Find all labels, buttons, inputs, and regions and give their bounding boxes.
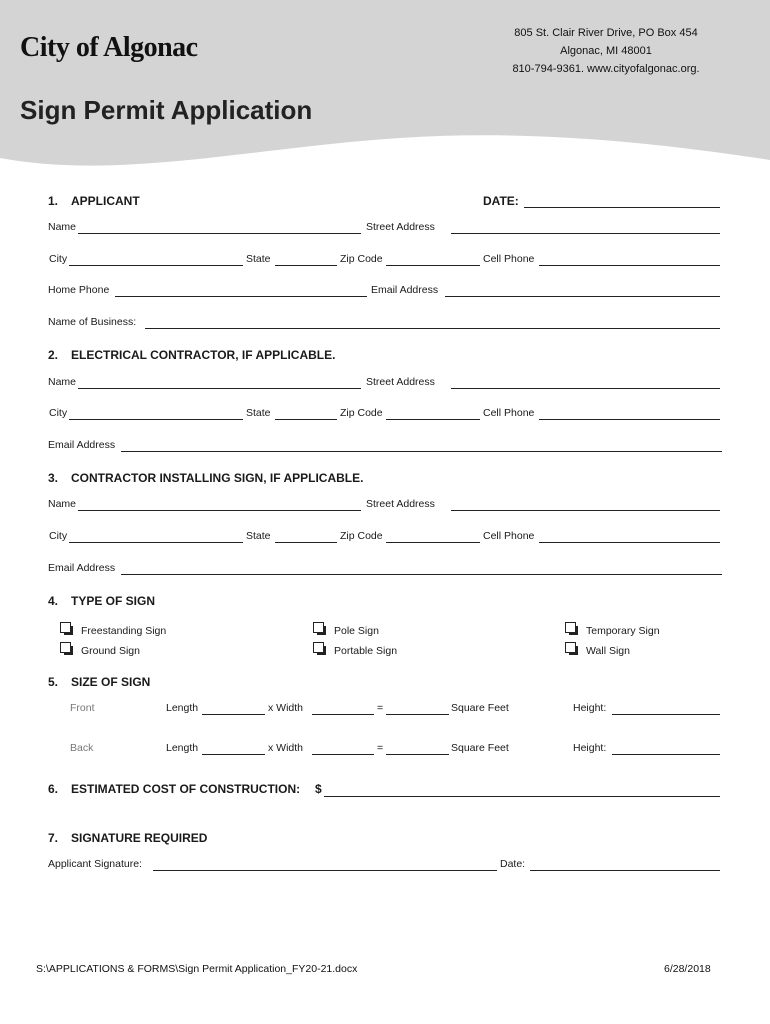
applicant-signature-field[interactable] [153, 870, 497, 871]
city-label: City [49, 407, 68, 419]
applicant-city-field[interactable] [69, 265, 243, 266]
pole-sign-label: Pole Sign [334, 625, 379, 637]
temporary-sign-label: Temporary Sign [586, 625, 660, 637]
front-height-field[interactable] [612, 714, 720, 715]
section-title: TYPE OF SIGN [71, 594, 156, 608]
freestanding-sign-label: Freestanding Sign [81, 625, 167, 637]
installer-street-field[interactable] [451, 510, 720, 511]
section-2-heading [48, 348, 335, 362]
section-5-heading [48, 675, 150, 689]
width-label: x Width [268, 742, 304, 754]
state-label: State [246, 530, 271, 542]
section-title: SIGNATURE REQUIRED [71, 831, 208, 845]
section-title: CONTRACTOR INSTALLING SIGN, IF APPLICABLE. [71, 471, 364, 485]
estimated-cost-field[interactable] [324, 796, 720, 797]
width-label: x Width [268, 702, 304, 714]
zip-label: Zip Code [340, 253, 383, 265]
city-label: City [49, 253, 68, 265]
street-label: Street Address [366, 376, 435, 388]
name-label: Name [48, 221, 77, 233]
street-label: Street Address [366, 221, 435, 233]
height-label: Height: [573, 742, 607, 754]
electrical-zip-field[interactable] [386, 419, 480, 420]
electrical-street-field[interactable] [451, 388, 720, 389]
section-number: 1. [48, 194, 59, 208]
electrical-email-field[interactable] [121, 451, 722, 452]
state-label: State [246, 407, 271, 419]
section-1-heading [48, 194, 140, 208]
portable-sign-label: Portable Sign [334, 645, 398, 657]
applicant-cell-field[interactable] [539, 265, 720, 266]
front-label: Front [70, 702, 95, 714]
city-name: City of Algonac [20, 32, 198, 63]
city-label: City [49, 530, 68, 542]
section-number: 4. [48, 594, 59, 608]
section-title: SIZE OF SIGN [71, 675, 151, 689]
wall-sign-label: Wall Sign [586, 645, 630, 657]
sqft-label: Square Feet [451, 702, 509, 714]
applicant-name-field[interactable] [78, 233, 361, 234]
section-title: ESTIMATED COST OF CONSTRUCTION: [71, 782, 301, 796]
footer-file-path: S:\APPLICATIONS & FORMS\Sign Permit Application_FY20-21.docx [36, 963, 358, 975]
electrical-city-field[interactable] [69, 419, 243, 420]
back-area-field[interactable] [386, 754, 449, 755]
installer-state-field[interactable] [275, 542, 337, 543]
back-length-field[interactable] [202, 754, 265, 755]
zip-label: Zip Code [340, 407, 383, 419]
street-label: Street Address [366, 498, 435, 510]
length-label: Length [166, 742, 199, 754]
home-phone-label: Home Phone [48, 284, 110, 296]
section-3-heading [48, 471, 363, 485]
portable-sign-checkbox[interactable] [313, 642, 324, 653]
business-label: Name of Business: [48, 316, 137, 328]
freestanding-sign-checkbox[interactable] [60, 622, 71, 633]
sqft-label: Square Feet [451, 742, 509, 754]
address-line-3: 810-794-9361. www.cityofalgonac.org. [512, 63, 700, 75]
wall-sign-checkbox[interactable] [565, 642, 576, 653]
installer-zip-field[interactable] [386, 542, 480, 543]
section-number: 3. [48, 471, 59, 485]
business-name-field[interactable] [145, 328, 720, 329]
address-line-1: 805 St. Clair River Drive, PO Box 454 [514, 27, 698, 39]
date-field[interactable] [524, 207, 720, 208]
section-number: 5. [48, 675, 59, 689]
installer-cell-field[interactable] [539, 542, 720, 543]
section-title: APPLICANT [71, 194, 140, 208]
ground-sign-label: Ground Sign [81, 645, 140, 657]
applicant-zip-field[interactable] [386, 265, 480, 266]
section-number: 6. [48, 782, 59, 796]
pole-sign-checkbox[interactable] [313, 622, 324, 633]
equals-label: = [377, 742, 384, 754]
cell-label: Cell Phone [483, 530, 535, 542]
address-line-2: Algonac, MI 48001 [560, 45, 652, 57]
applicant-email-field[interactable] [445, 296, 720, 297]
front-width-field[interactable] [312, 714, 374, 715]
name-label: Name [48, 498, 77, 510]
section-title: ELECTRICAL CONTRACTOR, IF APPLICABLE. [71, 348, 336, 362]
email-label: Email Address [48, 439, 116, 451]
back-label: Back [70, 742, 94, 754]
electrical-cell-field[interactable] [539, 419, 720, 420]
front-area-field[interactable] [386, 714, 449, 715]
back-height-field[interactable] [612, 754, 720, 755]
section-number: 7. [48, 831, 59, 845]
installer-city-field[interactable] [69, 542, 243, 543]
page-title: Sign Permit Application [20, 95, 313, 125]
cell-label: Cell Phone [483, 253, 535, 265]
state-label: State [246, 253, 271, 265]
equals-label: = [377, 702, 384, 714]
email-label: Email Address [371, 284, 439, 296]
applicant-state-field[interactable] [275, 265, 337, 266]
cell-label: Cell Phone [483, 407, 535, 419]
applicant-signature-label: Applicant Signature: [48, 858, 142, 870]
section-6-heading [48, 782, 300, 796]
currency-symbol: $ [315, 782, 322, 796]
length-label: Length [166, 702, 199, 714]
section-4-heading [48, 594, 155, 608]
front-length-field[interactable] [202, 714, 265, 715]
signature-date-field[interactable] [530, 870, 720, 871]
email-label: Email Address [48, 562, 116, 574]
applicant-street-field[interactable] [451, 233, 720, 234]
height-label: Height: [573, 702, 607, 714]
signature-date-label: Date: [500, 858, 526, 870]
date-label: DATE: [483, 194, 519, 208]
installer-name-field[interactable] [78, 510, 361, 511]
section-number: 2. [48, 348, 59, 362]
installer-email-field[interactable] [121, 574, 722, 575]
name-label: Name [48, 376, 77, 388]
section-7-heading [48, 831, 207, 845]
temporary-sign-checkbox[interactable] [565, 622, 576, 633]
ground-sign-checkbox[interactable] [60, 642, 71, 653]
footer-date: 6/28/2018 [664, 963, 711, 975]
back-width-field[interactable] [312, 754, 374, 755]
electrical-state-field[interactable] [275, 419, 337, 420]
electrical-name-field[interactable] [78, 388, 361, 389]
applicant-home-phone-field[interactable] [115, 296, 367, 297]
zip-label: Zip Code [340, 530, 383, 542]
